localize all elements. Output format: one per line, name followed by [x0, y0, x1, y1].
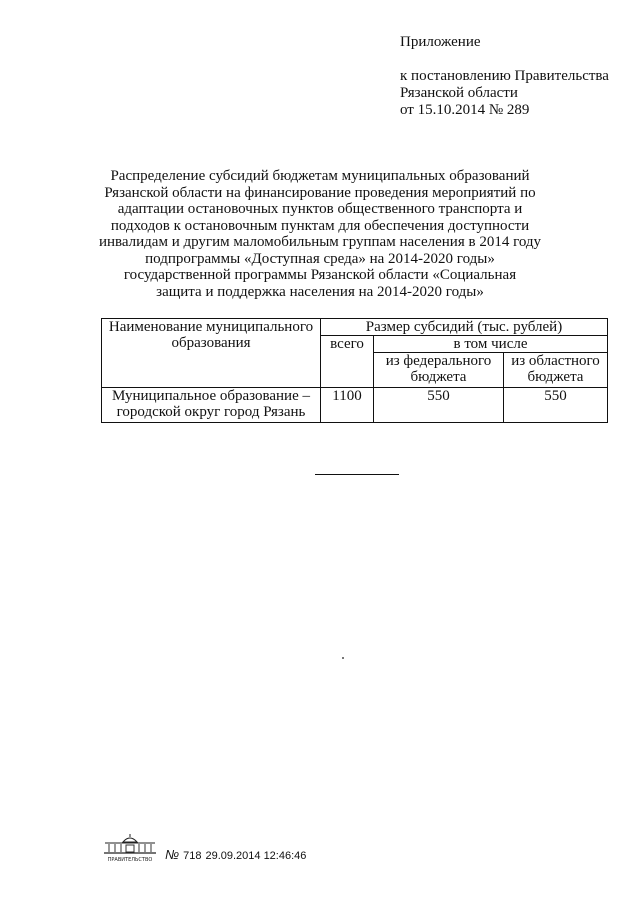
resolution-date-number: от 15.10.2014 № 289	[400, 102, 530, 118]
header-federal-line2: бюджета	[410, 369, 467, 385]
registration-stamp	[101, 833, 361, 863]
header-including: в том числе	[374, 336, 608, 353]
title-line: защита и поддержка населения на 2014-2020 годы»	[156, 283, 484, 300]
regional-amount: 550	[504, 388, 608, 423]
federal-amount: 550	[374, 388, 504, 423]
header-municipality-line2: образования	[171, 335, 251, 351]
title-line: подпрограммы «Доступная среда» на 2014-2020 годы»	[145, 250, 495, 267]
document-header	[400, 34, 609, 119]
stamp-label: ПРАВИТЕЛЬСТВО	[107, 857, 153, 863]
header-municipality-line1: Наименование муниципального	[108, 319, 314, 335]
header-regional	[504, 353, 608, 388]
header-regional-line2: бюджета	[527, 369, 584, 385]
municipality-name-line2: городской округ город Рязань	[116, 404, 306, 420]
document-title	[70, 168, 570, 300]
region-name: Рязанской области	[400, 85, 518, 101]
scan-speck	[342, 657, 344, 659]
government-building-icon	[101, 833, 159, 863]
title-line: инвалидам и другим маломобильным группам населения в 2014 году	[98, 234, 542, 250]
title-line: Распределение субсидий бюджетам муниципальных образований	[110, 168, 530, 184]
header-federal	[374, 353, 504, 388]
resolution-reference: к постановлению Правительства	[400, 68, 609, 84]
subsidy-table	[101, 318, 608, 423]
end-divider	[315, 474, 399, 475]
registration-number: 718	[183, 850, 202, 862]
registration-timestamp: 29.09.2014 12:46:46	[205, 850, 307, 862]
header-total: всего	[321, 336, 374, 388]
appendix-label: Приложение	[400, 34, 481, 50]
title-line: государственной программы Рязанской области «Социальная	[123, 267, 517, 283]
header-federal-line1: из федерального	[385, 353, 492, 369]
header-regional-line1: из областного	[511, 353, 600, 369]
header-subsidy-size: Размер субсидий (тыс. рублей)	[321, 319, 608, 336]
header-municipality	[102, 319, 321, 388]
title-line: Рязанской области на финансирование проведения мероприятий по	[104, 184, 536, 201]
municipality-name-line1: Муниципальное образование –	[112, 388, 310, 404]
number-sign: №	[165, 847, 180, 862]
municipality-name	[102, 388, 321, 423]
title-line: адаптации остановочных пунктов общественного транспорта и	[117, 201, 523, 217]
table-row	[102, 388, 608, 423]
total-amount: 1100	[321, 388, 374, 423]
title-line: подходов к остановочным пунктам для обеспечения доступности	[110, 217, 530, 234]
registration-info	[165, 849, 310, 862]
